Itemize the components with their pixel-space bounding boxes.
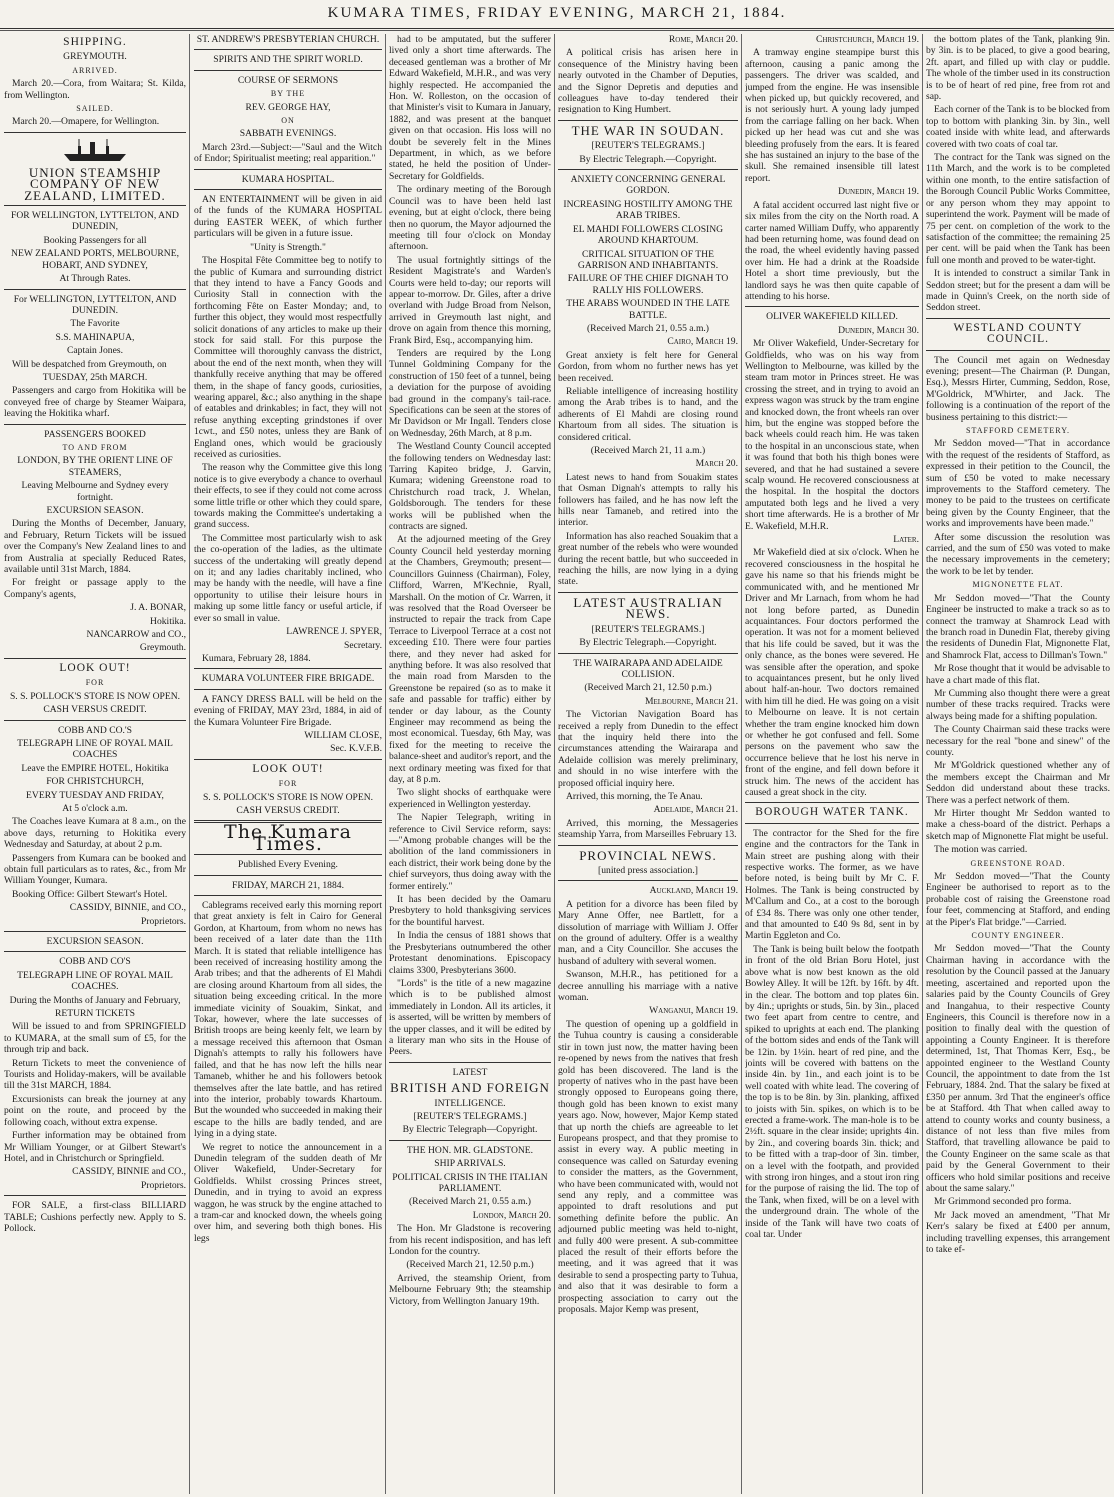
headline: INCREASING HOSTILITY AMONG THE ARAB TRIBES. (563, 198, 733, 222)
proprietor-name: CASSIDY, BINNIE, and CO., (69, 902, 186, 914)
leave-line: Leave the EMPIRE HOTEL, Hokitika (21, 762, 169, 774)
divider (926, 350, 1110, 351)
reason-notice: The reason why the Committee give this long notice is to give everybody a chance to overhaul their effects, to see if they could not come across some little trifle or other which they could spare, towards making the Committee's undertaking a grand success. (194, 462, 382, 531)
divider (194, 70, 382, 71)
news-paragraph: Arrived, this morning, the Messageries steamship Yarra, from Marseilles February 13. (558, 817, 738, 841)
divider (389, 1140, 551, 1141)
favorite-label: The Favorite (70, 318, 120, 330)
news-paragraph: The Tank is being built below the footpath in front of the old Brian Boru Hotel, just above what is now best known as the old Bowley Alley. It will be 12ft. by 16ft. by 4ft. in the clear. The bottom and top plates 6in. by 4in.; uprights or studs, 5in. by 3in., placed two feet apart from centre to centre, and spiked to uprights at each end. The planking of the bottom sides and ends of the Tank will be 12in. by 1½in. heart of red pine, and the joints will be covered with battens on the inside 4in. by 1in., and each joint is to be well coated with white lead. The covering of the top is to be 8in. by 3in. planking, affixed to joists with 5in. spikes, on which is to be erected a frame-work. The man-hole is to be 2½ft. square in the clear inside; uprights 4in. by 2in., and covering boards 3in. thick; and to be fitted with a trap-door of 3in. timber, on a level with the footpath, and provided with strong iron hinges, and a stout iron ring for the purpose of raising the lid. The top of the Tank, when fixed, will be on a level with the underground drain. The whole of the inside of the Tank will have two coats of coal tar. Under (745, 943, 919, 1241)
agent-place: Hokitika. (150, 615, 186, 627)
divider (558, 592, 738, 593)
news-paragraph: Mr Seddon moved—"That in accordance with the request of the residents of Stafford, as expressed in their petition to the Council, the sum of £50 be voted to make necessary improvements to the Stafford cemetery. The money to be paid to the trustees on certificate being given by the County Engineer, that the works and improvements have been made." (926, 438, 1110, 530)
hospital-heading: KUMARA HOSPITAL. (241, 173, 335, 185)
subheading: GREENSTONE ROAD. (970, 858, 1066, 868)
despatch-note: Will be despatched from Greymouth, on (12, 358, 167, 370)
route-heading: For WELLINGTON, LYTTELTON, AND DUNEDIN. (13, 293, 177, 316)
news-paragraph: "Lords" is the title of a new magazine which is to be published almost immediately in London. All its articles, it is asserted, will be written by members of the upper classes, and it will be edited by a literary man who sits in the House of Peers. (389, 977, 551, 1058)
divider (745, 306, 919, 307)
pollock-ad: S. S. POLLOCK'S STORE IS NOW OPEN. (202, 791, 374, 803)
union-ports: NEW ZEALAND PORTS, MELBOURNE, HOBART, AND SYDNEY, (11, 248, 179, 271)
divider (389, 1062, 551, 1063)
booked-heading: PASSENGERS BOOKED (44, 428, 146, 440)
sabbath-heading: SABBATH EVENINGS. (239, 128, 337, 140)
sailed-text: March 20.—Omapere, for Wellington. (12, 116, 160, 128)
divider (926, 318, 1110, 319)
freight-note: For freight or passage apply to the Company's agents, (4, 577, 186, 600)
cash-line: CASH VERSUS CREDIT. (236, 804, 340, 816)
news-paragraph: Swanson, M.H.R., has petitioned for a decree annulling his marriage with a native woman. (558, 969, 738, 1004)
copyright-label: By Electric Telegraph—Copyright. (402, 1124, 538, 1136)
column-rule (189, 34, 190, 1494)
divider (194, 689, 382, 690)
news-paragraph: Information has also reached Souakim that a great number of the rebels who were wounded during the recent battle, but who succeeded in reaching the hills, are now lying in a dying state. (558, 530, 738, 588)
union-rates: At Through Rates. (59, 273, 131, 285)
divider (4, 289, 186, 290)
column-5 (745, 34, 919, 1494)
reuters-label: [REUTER'S TELEGRAMS.] (591, 140, 705, 152)
copyright-label: By Electric Telegraph.—Copyright. (579, 153, 717, 165)
news-paragraph: The Hon. Mr Gladstone is recovering from his recent indisposition, and has left London for the country. (389, 1223, 551, 1258)
press-label: [united press association.] (598, 865, 698, 876)
sailing-date: TUESDAY, 25th MARCH. (42, 371, 148, 383)
for-label: FOR (85, 678, 105, 688)
section-heading: PROVINCIAL NEWS. (579, 847, 717, 863)
news-paragraph: Mr Seddon moved—"That the County Chairman having in accordance with the resolution by the Council passed at the January meeting, ascertained and reported upon the salaries paid by the County Councils of Grey and Inangahua, to their respective County Engineers, this Council is therefore now in a position to finally deal with the question of appointing a County Engineer. It is therefore determined, 1st, That Thomas Kerr, Esq., be appointed engineer to the Westland County Council, the appointment to date from the 1st February, 1884. 2nd. That the salary be fixed at £350 per annum. 3rd That the engineer's office be at Stafford. 4th That when called away to attend to county works and county business, a distance of not less than five miles from Stafford, that travelling allowance be paid to the County Engineer on the same scale as that paid by the General Government to their officers who hold similar positions and receive about the same salary." (926, 943, 1110, 1194)
shipping-heading: SHIPPING. (63, 36, 127, 48)
reuters-label: [REUTER'S TELEGRAMS.] (591, 623, 705, 635)
divider (4, 132, 186, 133)
divider (745, 823, 919, 824)
headline: ANXIETY CONCERNING GENERAL GORDON. (570, 174, 726, 197)
news-paragraph: A fatal accident occurred last night five or six miles from the city on the North road. A carter named William Duffy, who apparently had been returning home, was found dead on the road, the wheel evidently having passed over him. He had a drink at the Roadside Hotel a short time previously, but the landlord says he was then quite capable of attending to his horse. (745, 199, 919, 302)
return-valid: Return Tickets to meet the convenience of Tourists and Holiday-makers, will be available till the 31st MARCH, 1884. (4, 1057, 186, 1092)
time-line: At 5 o'clock a.m. (62, 802, 128, 814)
divider (558, 169, 738, 170)
notice-date: Kumara, February 28, 1884. (202, 652, 311, 664)
course-heading: COURSE OF SERMONS (237, 74, 339, 86)
issue-date: FRIDAY, MARCH 21, 1884. (232, 879, 344, 891)
proprietor-name: CASSIDY, BINNIE and CO., (72, 1166, 186, 1178)
dateline: London, March 20. (472, 1209, 551, 1221)
by-the-label: BY THE (270, 89, 306, 99)
headline: OLIVER WAKEFIELD KILLED. (766, 311, 898, 323)
received-line: (Received March 21, 0.55 a.m.) (408, 1196, 531, 1208)
headline: POLITICAL CRISIS IN THE ITALIAN PARLIAMENT. (392, 1171, 548, 1194)
leaving-note: Leaving Melbourne and Sydney every fortnight. (21, 480, 169, 503)
headline: THE ARABS WOUNDED IN THE LATE BATTLE. (566, 298, 730, 321)
arrived-label: ARRIVED. (72, 65, 118, 75)
union-booking: Booking Passengers for all (43, 234, 147, 246)
dateline: Melbourne, March 21. (644, 695, 738, 707)
union-heading: UNION STEAMSHIP COMPANY OF NEW ZEALAND, LIMITED. (24, 164, 166, 203)
dateline: Cairo, March 19. (667, 336, 738, 348)
sailed-label: SAILED. (76, 104, 114, 114)
news-paragraph: At the adjourned meeting of the Grey County Council held yesterday morning at the Chambers, Greymouth; present—Councillors Guinness (Chairman), Foley, Clifford, Warren, M'Kechnie, Ryall, Marshall. On the motion of Cr. Warren, it was resolved that the Road Overseer be instructed to repair the track from Cape Terrace to Liverpool Terrace at a cost not exceeding £10. There were four parties there, and they never had asked for anything before. It was also resolved that the main road from Marsden to the Greenstone be repaired (so as to make it safe and passable for traffic) either by tender or day labour, as the County Engineer may recommend as being the most economical. Tuesday, 6th May, was fixed for the meeting to receive the balance-sheet and auditor's report, and the next ordinary meeting was fixed for that day, at 8 p.m. (389, 534, 551, 785)
column-2 (194, 34, 382, 1494)
proprietors-label: Proprietors. (140, 915, 186, 927)
section-subheading: INTELLIGENCE. (434, 1097, 506, 1109)
paper-title: The Kumara Times. (224, 821, 352, 855)
news-paragraph: Latest news to hand from Souakim states that Osman Dignah's attempts to rally his followers has failed, and he has now left the hills near Tamaneb, and retired into the interior. (558, 471, 738, 529)
divider (745, 802, 919, 803)
column-rule (741, 34, 742, 1494)
news-paragraph: The Napier Telegraph, writing in reference to Civil Service reform, says:—"Among probable changes will be the abolition of the land commissioners in each district, their work being done by the chief surveyors, thus doing away with the former entirely." (389, 812, 551, 892)
news-paragraph: Mr M'Goldrick questioned whether any of the members except the Chairman and Mr Seddon did understand about these tracks. There was a perfect network of them. (926, 760, 1110, 806)
dateline: March 20. (695, 458, 738, 470)
divider (558, 120, 738, 121)
divider (194, 169, 382, 170)
news-paragraph: the bottom plates of the Tank, planking 9in. by 3in. is to be placed, to give a good bearing, 2ft. apart, and filled up with clay or puddle. The whole of the timber used in its construction is to be of heart of red pine, free from rot and sap. (926, 34, 1110, 103)
entertainment-notice: AN ENTERTAINMENT will be given in aid of the funds of the KUMARA HOSPITAL during EASTER WEEK, of which further particulars will be given in a future issue. (194, 194, 382, 240)
section-heading: BRITISH AND FOREIGN (390, 1080, 550, 1096)
on-label: ON (281, 116, 295, 126)
divider (558, 845, 738, 846)
dateline: Adelaide, March 21. (653, 804, 738, 816)
headline: THE HON. MR. GLADSTONE. (406, 1144, 534, 1156)
cobb-heading: COBB AND CO'S (59, 956, 131, 968)
divider (558, 653, 738, 654)
excursion-heading: EXCURSION SEASON. (46, 936, 144, 947)
return-heading: RETURN TICKETS (54, 1008, 136, 1020)
secretary-title: Sec. K.V.F.B. (330, 743, 382, 755)
committee-notice: The Committee most particularly wish to ask the co-operation of the ladies, as the ultimate success of the undertaking will greatly depend on it; and any ladies charitably inclined, who may be handy with the needle, will have a fine opportunity to utilise their leisure hours in making up some little fancy or useful article, if ever so small in value. (194, 532, 382, 624)
divider (4, 205, 186, 206)
news-paragraph: Reliable intelligence of increasing hostility among the Arab tribes is to hand, and the adherents of El Mahdi are closing round Khartoum from all sides. The situation is considered critical. (558, 385, 738, 443)
news-paragraph: Mr Seddon moved—"That the County Engineer be authorised to report as to the probable cost of raising the Greenstone road four feet, commencing at Stafford, and ending at the Piper's Flat bridge."—Carried. (926, 871, 1110, 928)
headline: SHIP ARRIVALS. (434, 1158, 506, 1170)
lookout-heading: LOOK OUT! (59, 661, 131, 674)
news-paragraph: In India the census of 1881 shows that the Presbyterians outnumbered the other Protestant denominations. Episcopacy claims 3300, Presbyterians 3600. (389, 930, 551, 976)
ball-notice: A FANCY DRESS BALL will be held on the evening of FRIDAY, MAY 23rd, 1884, in aid of the Kumara Volunteer Fire Brigade. (194, 693, 382, 728)
news-paragraph: Each corner of the Tank is to be blocked from top to bottom with planking 3in. by 3in., well coated inside with white lead, and afterwards covered with two coats of coal tar. (926, 104, 1110, 150)
booked-to: TO AND FROM (62, 442, 128, 452)
cash-line: CASH VERSUS CREDIT. (43, 704, 147, 716)
masthead-rule (0, 30, 1114, 31)
dateline: Auckland, March 19. (649, 885, 738, 897)
headline: CRITICAL SITUATION OF THE GARRISON AND INHABITANTS. (577, 248, 719, 271)
unity-motto: "Unity is Strength." (250, 241, 326, 253)
news-paragraph: It has been decided by the Oamaru Presbytery to hold thanksgiving services for the bountiful harvest. (389, 894, 551, 928)
headline: THE WAIRARAPA AND ADELAIDE COLLISION. (573, 657, 723, 680)
telegraph-heading: TELEGRAPH LINE OF ROYAL MAIL COACHES. (17, 969, 173, 993)
column-6 (926, 34, 1110, 1494)
divider (194, 875, 382, 876)
news-paragraph: The Council met again on Wednesday evening; present—The Chairman (P. Dungan, Esq.), Messrs Hirter, Cumming, Seddon, Rose, M'Goldrick, M'Whirter, and Jack. The following is a continuation of the report of the business pertaining to this district:— (926, 354, 1110, 423)
news-paragraph: Mr Rose thought that it would be advisable to have a chart made of this flat. (926, 663, 1110, 686)
secretary-title: Secretary. (344, 639, 382, 651)
london-line: LONDON, BY THE ORIENT LINE OF STEAMERS, (17, 455, 173, 478)
divider (4, 720, 186, 721)
news-paragraph: Arrived, the steamship Orient, from Melbourne February 9th; the steamship Victory, from Wellington January 19th. (389, 1272, 551, 1307)
leader-paragraph: Cablegrams received early this morning report that great anxiety is felt in Cairo for General Gordon, at Khartoum, from whom no news has been received of a later date than the 11th March. It is stated that reliable intelligence has been received of increasing hostility among the Arab tribes; and that the adherents of El Mahdi are closing around Khartoum from all sides, the situation being exceeding critical. In the more immediate vicinity of Souakim, Sinkat, and Tokar, however, where the late successes of British troops are being keenly felt, we learn by a message received this afternoon that Osman Dignah's attempts to rally his followers have failed, and that he has now left the hills near Tamaneb, whither he and his followers betook themselves after the late battle, and has retired into the interior, probably towards Khartoum. But the wounded who succeeded in making their escape to the hills are badly tended, and are lying in a dying state. (194, 900, 382, 1140)
dateline: Rome, March 20. (668, 34, 738, 45)
news-paragraph: A tramway engine steampipe burst this afternoon, causing a panic among the passengers. The driver was scalded, and jumped from the engine. He was insensible when picked up, but quickly recovered, and is not seriously hurt. A young lady jumped from the carriage falling on her back. When picked up her head was cut and she was bleeding profusely from the ears. It is feared she has sustained an injury to the base of the skull. She remained insensible till latest report. (745, 47, 919, 184)
news-paragraph: After some discussion the resolution was carried, and the sum of £50 was voted to make the necessary improvements in the cemetery; the work to be let by tender. (926, 531, 1110, 577)
for-sale-ad: FOR SALE, a first-class BILLIARD TABLE; Cushions perfectly new. Apply to S. Pollock. (4, 1200, 186, 1234)
captain: Captain Jones. (67, 345, 123, 357)
copyright-label: By Electric Telegraph.—Copyright. (579, 637, 717, 649)
dateline: Christchurch, March 19. (816, 34, 919, 45)
coaches-text: The Coaches leave Kumara at 8 a.m., on the above days, returning to Hokitika every Wednesday and Saturday, at about 2 p.m. (4, 816, 186, 851)
latest-label: LATEST (452, 1066, 488, 1078)
proprietors-label: Proprietors. (140, 1179, 186, 1191)
cobb-heading: COBB AND CO.'S (58, 724, 132, 736)
dateline: Wanganui, March 19. (649, 1005, 738, 1017)
divider (194, 49, 382, 50)
divider (558, 880, 738, 881)
column-1 (4, 34, 186, 1494)
booking-office: Booking Office: Gilbert Stewart's Hotel. (12, 888, 168, 900)
news-paragraph: The County Chairman said these tracks were necessary for the real "bone and sinew" of the county. (926, 724, 1110, 758)
christchurch-line: FOR CHRISTCHURCH, (46, 776, 144, 788)
received-line: (Received March 21, 12.50 p.m.) (584, 682, 712, 694)
excursion-heading: EXCURSION SEASON. (46, 505, 144, 516)
news-paragraph: Tenders are required by the Long Tunnel Goldmining Company for the construction of 150 feet of a tunnel, being a deviation for the purpose of avoiding bad ground in the company's tail-race. Specifications can be seen at the stores of Mr Davidson or Mr Ingall. Tenders close on Wednesday, 26th March, at 8 p.m. (389, 347, 551, 439)
published-line: Published Every Evening. (238, 859, 338, 871)
subheading: STAFFORD CEMETERY. (966, 426, 1070, 435)
dateline: Dunedin, March 19. (838, 186, 919, 198)
agent-name: NANCARROW and CO., (86, 629, 186, 641)
passengers-note: Passengers and cargo from Hokitika will be conveyed free of charge by Steamer Waipara, leaving the Hokitika wharf. (4, 385, 186, 420)
ship-name: S.S. MAHINAPUA, (55, 331, 135, 343)
news-paragraph: Mr Grimmond seconded pro forma. (934, 1196, 1072, 1208)
sermon-subject: March 23rd.—Subject:—"Saul and the Witch of Endor; Spiritualist meeting; real apparition." (194, 141, 382, 165)
column-rule (554, 34, 555, 1494)
section-heading: THE WAR IN SOUDAN. (571, 122, 725, 138)
news-paragraph: Great anxiety is felt here for General Gordon, from whom no further news has yet been received. (558, 349, 738, 384)
received-line: (Received March 21, 11 a.m.) (590, 445, 706, 456)
section-heading: BOROUGH WATER TANK. (755, 806, 909, 819)
column-rule (922, 34, 923, 1494)
masthead: KUMARA TIMES, FRIDAY EVENING, MARCH 21, 1884. (0, 0, 1114, 29)
for-label: FOR (278, 779, 298, 789)
pollock-ad: S. S. POLLOCK'S STORE IS NOW OPEN. (9, 690, 181, 702)
received-line: (Received March 21, 0.55 a.m.) (586, 322, 709, 334)
news-paragraph: The usual fortnightly sittings of the Resident Magistrate's and Warden's Courts were held to-day; our reports will appear to-morrow. Dr. Giles, after a drive overland with Judge Broad from Nelson, arrived in Greymouth last night, and drove on again from thence this morning, Frank Bird, Esq., accompanying him. (389, 254, 551, 346)
subheading: MIGNONETTE FLAT. (972, 580, 1064, 590)
agent-place: Greymouth. (139, 642, 186, 654)
fire-brigade-heading: KUMARA VOLUNTEER FIRE BRIGADE. (201, 673, 375, 685)
news-paragraph: Mr Oliver Wakefield, Under-Secretary for Goldfields, who was on his way from Wellington to Melbourne, was killed by the steam tram motor in Princes street. He was crossing the street, and in trying to avoid an express wagon was struck by the tram engine and knocked down, the front wheels ran over him, but the engine was stopped before the back wheels could reach him. He was taken to the hospital in an unconscious state, when it was found that both his thigh bones were severed, and that he had sustained a severe scalp wound. He recovered consciousness at the hospital. In the hospital the doctors amputated both legs and he lived a very short time afterwards. He is a brother of Mr E. Wakefield, M.H.R. (745, 338, 919, 532)
union-for: FOR WELLINGTON, LYTTELTON, AND DUNEDIN, (11, 210, 179, 233)
rev-name: REV. GEORGE HAY, (245, 101, 331, 113)
arrived-text: March 20.—Cora, from Waitara; St. Kilda, from Wellington. (4, 78, 186, 101)
news-paragraph: The question of opening up a goldfield in the Tuhua country is causing a considerable stir in town just now, the matter having been re-opened by news from the natives that fresh gold has been discovered. The land is the property of natives who in the past have been strongly opposed to Europeans going there, though gold has been known to exist many years ago. Now, however, Major Kemp stated that up north the chiefs are agreeable to let Europeans prospect, and that they promise to assist in every way. A public meeting in consequence was called on Saturday evening to consider the matters, as the Government, who have been communicated with, would not send any reply, and a committee was appointed to draft resolutions and put something definite before the public. An adjourned public meeting was held to-night, and fully 400 were present. A sub-committee placed the result of their efforts before the meeting, and it was agreed that it was desirable to send a prospecting party to Tuhua, and also that it was desirable to form a prospecting association to carry out the proposals. Major Kemp was present, (558, 1018, 738, 1316)
subheading: COUNTY ENGINEER. (971, 931, 1065, 941)
divider (4, 658, 186, 659)
every-line: EVERY TUESDAY AND FRIDAY, (26, 789, 164, 801)
divider (194, 189, 382, 190)
steamship-icon (4, 137, 186, 163)
agent-name: J. A. BONAR, (130, 602, 186, 614)
column-4 (558, 34, 738, 1494)
passengers-kumara: Passengers from Kumara can be booked and obtain full particulars as to rates, &c., from Mr William Younger, Kumara. (4, 852, 186, 887)
news-paragraph: The contract for the Tank was signed on the 11th March, and the work is to be completed within one month, to the entire satisfaction of the Borough Council Public Works Committee, or any person whom they may appoint to superintend the work. Payment will be made of 75 per cent. on completion of the work to the satisfaction of the committee; the remaining 25 per cent. will be paid when the Tank has been full one month and proved to be water-tight. (926, 152, 1110, 266)
news-paragraph: The motion was carried. (934, 844, 1028, 856)
news-paragraph: The ordinary meeting of the Borough Council was to have been held last evening, but at eight o'clock, there being then no quorum, the Mayor adjourned the meeting till four o'clock on Monday afternoon. (389, 184, 551, 253)
lookout-heading: LOOK OUT! (252, 762, 324, 775)
news-paragraph: The Westland County Council accepted the following tenders on Wednesday last: Tarring Kapiteo bridge, J. Garvin, Kumara; widening Greenstone road to Christchurch road track, J. Whelan, Goldsborough. The tenders for these works will be published when the contracts are signed. (389, 441, 551, 533)
received-line: (Received March 21, 12.50 p.m.) (406, 1259, 534, 1271)
church-heading: ST. ANDREW'S PRESBYTERIAN CHURCH. (196, 34, 380, 45)
secretary-name: LAWRENCE J. SPYER, (286, 626, 382, 638)
fete-notice: The Hospital Fête Committee beg to notify to the public of Kumara and surrounding district that they intend to have a Fancy Goods and Curiosity Stall in connection with the forthcoming Fête on Easter Monday; and, to further this object, they would most respectfully solicit donations of any articles to make up their stock for said stall. For this purpose the Committee will thoroughly canvass the district, about the end of the next month, when they will thankfully receive anything that may be offered them, in the shape of fancy goods, curiosities, wearing apparel, &c.; also anything in the shape of eatables and drinkables; in fact, they will not refuse anything excepting grindstones if over 1cwt., and £50 notes, unless they are Bank of England ones, which would be graciously received as curiosities. (194, 255, 382, 460)
news-paragraph: Mr Jack moved an amendment, "That Mr Kerr's salary be fixed at £400 per annum, including travelling expenses, this arrangement to take ef- (926, 1209, 1110, 1256)
secretary-name: WILLIAM CLOSE, (304, 729, 382, 741)
spirits-heading: SPIRITS AND THE SPIRIT WORLD. (213, 54, 363, 66)
news-paragraph: Mr Seddon moved—"That the County Engineer be instructed to make a track so as to connect the tramway at Shamrock Lead with the branch road in Dunedin Flat, thereby giving the residents of Dunedin Flat, Mignonette Flat, and Shamrock Flat, access to Dillman's Town." (926, 592, 1110, 661)
further-text: Further information may be obtained from Mr William Younger, or at Gilbert Stewart's Hotel, and in Christchurch or Springfield. (4, 1130, 186, 1164)
excursionists-text: Excursionists can break the journey at any point on the route, and proceed by the following coach, without extra expense. (4, 1093, 186, 1128)
news-paragraph: A petition for a divorce has been filed by Mary Anne Offer, nee Bartlett, for a dissolution of marriage with William J. Offer on the ground of adultery. Offer is a wealthy man, and a City Councillor. She accuses the husband of adultery with several women. (558, 898, 738, 967)
news-paragraph: It is intended to construct a similar Tank in Seddon street; but for the present a dam will be made in Quinn's Creek, on the north side of Seddon street. (926, 268, 1110, 314)
divider (4, 1195, 186, 1196)
excursion-text: During the Months of December, January, and February, Return Tickets will be issued over the Company's New Zealand lines to and from Australia at specially Reduced Rates, available until 31st March, 1884. (4, 518, 186, 576)
divider (194, 759, 382, 760)
news-paragraph: Mr Hirter thought Mr Seddon wanted to make a chess-board of the district. Perhaps a sketch map of Mignonette Flat might be useful. (926, 808, 1110, 842)
reuters-label: [REUTER'S TELEGRAMS.] (413, 1110, 527, 1122)
news-paragraph: Mr Wakefield died at six o'clock. When he recovered consciousness in the hospital he gave his name so that his friends might be communicated with, and he mentioned Mr Driver and Mr Larnach, from whom he had not long before parted, as Dunedin acquaintances. Four doctors performed the operation. It was not for a moment believed that his life could be saved, but it was the only chance, as the bones were severed. He was sensible after the operation, and spoke to acquaintances present, but he only lived about half-an-hour. Two doctors remained with him till he died. He was going on a visit to Melbourne on leave. It is not certain whether the tram engine knocked him down or whether he got confused and fell. Some persons on the pavement who saw the occurrence believe that he lost his nerve in front of the engine, and fell down before it struck him. The news of the accident has caused a great shock in the city. (745, 547, 919, 798)
section-heading: LATEST AUSTRALIAN NEWS. (573, 594, 723, 622)
column-3 (389, 34, 551, 1494)
dateline: Dunedin, March 30. (838, 324, 919, 336)
divider (194, 668, 382, 669)
return-text: Will be issued to and from SPRINGFIELD to KUMARA, at the small sum of £5, for the through trip and back. (4, 1021, 186, 1056)
news-paragraph: had to be amputated, but the sufferer lived only a short time afterwards. The deceased gentleman was a brother of Mr Edward Wakefield, M.H.R., and was very highly respected. He accompanied the Hon. W. Rolleston, on the occasion of that Minister's visit to Kumara in January, 1882, and was present at the banquet given on that occasion. His loss will no doubt be severely felt in the Mines Department, in which, as we before stated, he held the position of Under-Secretary for Goldfields. (389, 34, 551, 182)
section-heading: WESTLAND COUNTY COUNCIL. (953, 321, 1083, 346)
port-name: GREYMOUTH. (63, 51, 127, 63)
news-paragraph: Mr Cumming also thought there were a great number of these tracks required. Tracks were always being made for a shifting population. (926, 687, 1110, 722)
during-line: During the Months of January and February, (9, 994, 181, 1006)
column-rule (385, 34, 386, 1494)
news-paragraph: The Victorian Navigation Board has received a reply from Dunedin to the effect that the inquiry held there into the circumstances attending the Wairarapa and Adelaide collision was merely preliminary, and should in no wise interfere with the proposed official inquiry here. (558, 709, 738, 789)
divider (4, 424, 186, 425)
news-paragraph: A political crisis has arisen here in consequence of the Ministry having been nearly outvoted in the Chamber of Deputies, and the Signor Depretis and deputies and colleagues have to-day tendered their resignation to King Humbert. (558, 47, 738, 116)
leader-paragraph: We regret to notice the announcement in a Dunedin telegram of the sudden death of Mr Oliver Wakefield, Under-Secretary for Goldfields. Whilst crossing Princes street, Dunedin, and in trying to avoid an express waggon, he was struck by the engine attached to a tram-car and knocked down, the wheels going over him, and severing both thigh bones. His legs (194, 1141, 382, 1244)
divider (4, 951, 186, 952)
telegraph-heading: TELEGRAPH LINE OF ROYAL MAIL COACHES (17, 737, 173, 761)
news-paragraph: The contractor for the Shed for the fire engine and the contractors for the Tank in Main street are pushing along with their respective works. The former, as we have before noted, is being built by Mr C. F. Holmes. The Tank is being constructed by M'Callum and Co., at a cost to the borough of £34 8s. There was only one other tender, and that amounted to £40 9s 8d, sent in by Martin Eggleton and Co. (745, 827, 919, 942)
divider (194, 895, 382, 896)
news-paragraph: Two slight shocks of earthquake were experienced in Wellington yesterday. (389, 787, 551, 810)
news-paragraph: Arrived, this morning, the Te Anau. (566, 790, 703, 802)
divider (4, 931, 186, 932)
headline: EL MAHDI FOLLOWERS CLOSING AROUND KHARTOUM. (572, 223, 724, 247)
dateline: Later. (893, 534, 919, 546)
headline: FAILURE OF THE CHIEF DIGNAH TO RALLY HIS FOLLOWERS. (567, 273, 729, 296)
